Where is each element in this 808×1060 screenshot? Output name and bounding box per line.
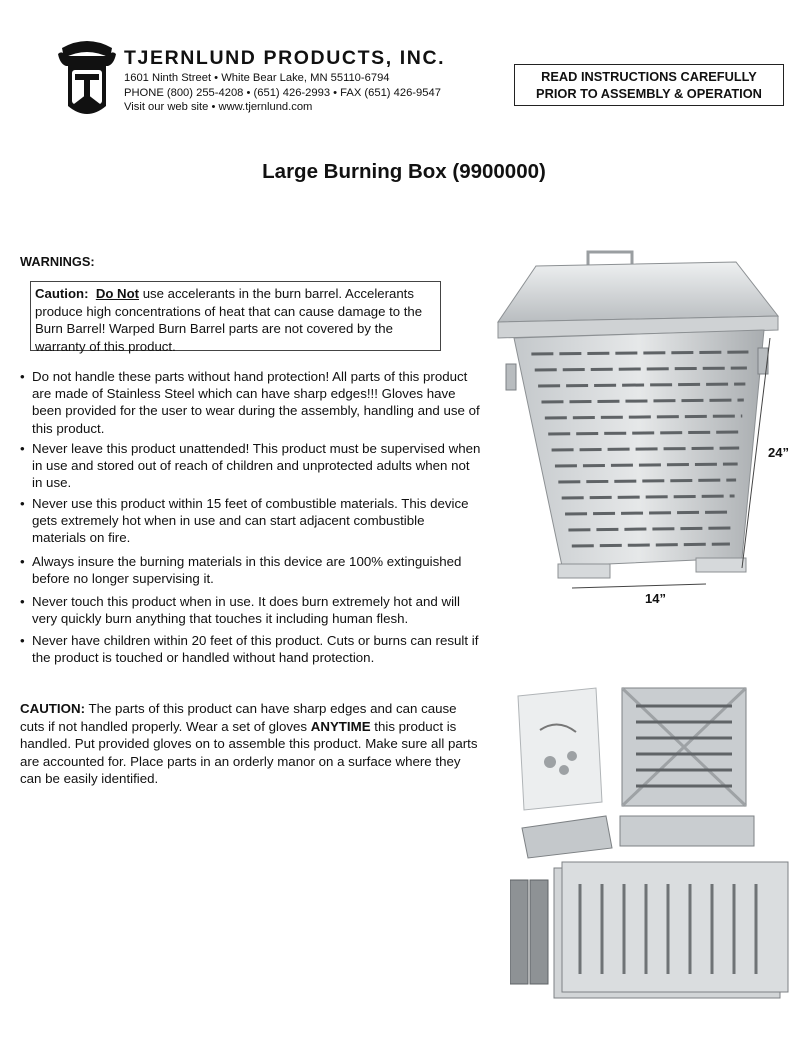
- warning-bullet: • Never leave this product unattended! This product must be supervised when in use and stored out of reach of children and unprotected adults when not in use.: [20, 441, 481, 491]
- tjernlund-logo-icon: [56, 36, 118, 122]
- document-title: Large Burning Box (9900000): [262, 160, 546, 183]
- company-phone: PHONE (800) 255-4208 • (651) 426-2993 • FAX (651) 426-9547: [124, 87, 441, 99]
- warning-bullet: • Always insure the burning materials in this device are 100% extinguished before no longer supervising it.: [20, 554, 462, 587]
- warning-bullet: • Never use this product within 15 feet of combustible materials. This device gets extremely hot when in use and can start adjacent combustible materials on fire.: [20, 496, 469, 546]
- caution-text: use accelerants in the burn barrel. Accelerants produce high concentrations of heat that can cause damage to the Burn Barrel! Warped Burn Barrel parts are not covered by the warranty of this product.: [35, 286, 423, 354]
- warning-bullet: • Do not handle these parts without hand protection! All parts of this product are made of Stainless Steel which can have sharp edges!!! Gloves have been provided for the user to wear during the assembly, handling and use of this product.: [20, 369, 480, 436]
- caution-box: [30, 281, 441, 354]
- read-instructions-box: [514, 64, 784, 106]
- company-website: Visit our web site • www.tjernlund.com: [124, 101, 313, 113]
- parts-layout-photo: [510, 684, 800, 1004]
- do-not-emphasis: Do Not: [95, 286, 140, 301]
- burning-box-photo: [496, 246, 786, 614]
- anytime-emphasis: ANYTIME: [310, 718, 371, 734]
- caution-label: Caution:: [35, 286, 89, 301]
- warning-bullet: • Never touch this product when in use. It does burn extremely hot and will very quickly burn anything that touches it including human flesh.: [20, 594, 460, 627]
- read-instructions-line1: READ INSTRUCTIONS CAREFULLY: [541, 69, 757, 84]
- caution-paragraph-label: CAUTION:: [20, 701, 85, 716]
- company-address: 1601 Ninth Street • White Bear Lake, MN 55110-6794: [124, 72, 390, 84]
- warnings-heading: WARNINGS:: [20, 254, 95, 269]
- warning-bullet: • Never have children within 20 feet of this product. Cuts or burns can result if the product is touched or handled without hand protection.: [20, 633, 479, 666]
- caution-paragraph: CAUTION: The parts of this product can have sharp edges and can cause cuts if not handled properly. Wear a set of gloves ANYTIME this product is handled. Put provided gloves on to assemble this product. Make sure all parts are accounted for. Place parts in an orderly manor on a surface where they can be easily identified.: [20, 701, 478, 786]
- company-name: TJERNLUND PRODUCTS, INC.: [124, 47, 446, 69]
- read-instructions-line2: PRIOR TO ASSEMBLY & OPERATION: [536, 86, 762, 101]
- height-dimension-label: 24”: [768, 445, 789, 460]
- width-dimension-label: 14”: [645, 591, 666, 606]
